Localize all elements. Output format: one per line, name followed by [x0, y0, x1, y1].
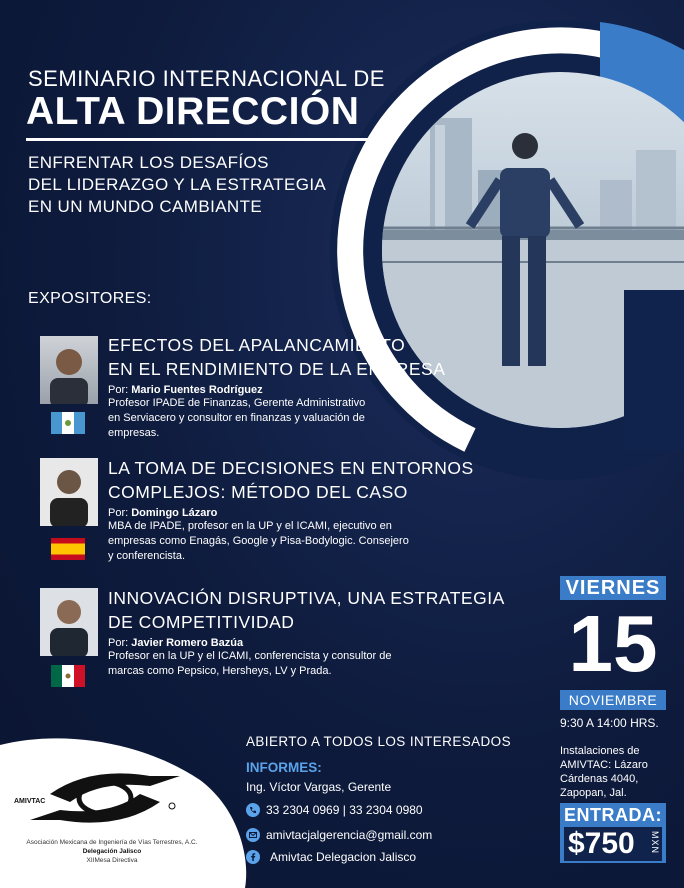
seminar-title-line2: ALTA DIRECCIÓN [26, 90, 360, 133]
mexico-flag-icon [51, 665, 85, 687]
spain-flag-icon [51, 538, 85, 560]
amivtac-logo-icon [30, 762, 180, 832]
event-day: 15 [568, 599, 658, 688]
talk-3: INNOVACIÓN DISRUPTIVA, UNA ESTRATEGIA DE COMPETITIVIDAD Por: Javier Romero Bazúa Profesor en la UP y el ICAMI, conferencista y consultor de marcas como Pepsico, Hersheys, LV y Prada. [108, 588, 505, 677]
speaker-bio-2: MBA de IPADE, profesor en la UP y el ICAMI, ejecutivo en empresas como Enagás, Google y Pisa-Bodylogic. Consejero y conferencista. [108, 520, 409, 562]
contact-name: Ing. Víctor Vargas, Gerente [246, 780, 392, 794]
seminar-subtitle: ENFRENTAR LOS DESAFÍOS DEL LIDERAZGO Y LA ESTRATEGIA EN UN MUNDO CAMBIANTE [28, 153, 327, 216]
speaker-photo-3 [40, 588, 98, 656]
price-label: ENTRADA: [564, 805, 662, 825]
info-label: INFORMES: [246, 760, 322, 775]
open-to-all: ABIERTO A TODOS LOS INTERESADOS [246, 734, 511, 749]
phone-icon [246, 803, 260, 817]
contact-facebook[interactable]: Amivtac Delegacion Jalisco [246, 850, 416, 864]
talk-2: LA TOMA DE DECISIONES EN ENTORNOS COMPLEJOS: MÉTODO DEL CASO Por: Domingo Lázaro MBA de IPADE, profesor en la UP y el ICAMI, ejecutivo en empresas como Enagás, Google y Pisa-Bodylogic. Consejero y conferencista. [108, 458, 474, 562]
contact-email[interactable]: amivtacjalgerencia@gmail.com [246, 828, 432, 842]
event-weekday: VIERNES [560, 576, 666, 600]
facebook-icon [246, 850, 260, 864]
contact-phones: 33 2304 0969 | 33 2304 0980 [246, 803, 423, 817]
logo-caption: Asociación Mexicana de Ingeniería de Vías Terrestres, A.C. Delegación Jalisco XIIMesa Directiva [26, 839, 198, 864]
speaker-name-3: Javier Romero Bazúa [131, 637, 244, 649]
price-amount: $750 [568, 827, 635, 860]
logo-brand: AMIVTAC [14, 798, 46, 805]
speaker-bio-1: Profesor IPADE de Finanzas, Gerente Administrativo en Serviacero y consultor en finanzas y valuación de empresas. [108, 397, 366, 439]
title-divider [26, 138, 368, 141]
speaker-photo-2 [40, 458, 98, 526]
speaker-photo-1 [40, 336, 98, 404]
event-time: 9:30 A 14:00 HRS. [560, 716, 659, 730]
event-month: NOVIEMBRE [560, 690, 666, 710]
price-currency: MXN [650, 831, 660, 854]
speaker-bio-3: Profesor en la UP y el ICAMI, conferencista y consultor de marcas como Pepsico, Hersheys, LV y Prada. [108, 650, 392, 677]
talk-1: EFECTOS DEL APALANCAMIENTO EN EL RENDIMIENTO DE LA EMPRESA Por: Mario Fuentes Rodríguez Profesor IPADE de Finanzas, Gerente Administrativo en Serviacero y consultor en finanzas y valuación de empresas. [108, 335, 446, 439]
seminar-title-line1: SEMINARIO INTERNACIONAL DE [28, 66, 385, 91]
speakers-label: EXPOSITORES: [28, 290, 152, 307]
price-box [560, 803, 666, 863]
email-icon [246, 828, 260, 842]
guatemala-flag-icon [51, 412, 85, 434]
event-venue: Instalaciones de AMIVTAC: Lázaro Cárdenas 4040, Zapopan, Jal. [560, 745, 648, 799]
speaker-name-2: Domingo Lázaro [131, 507, 218, 519]
speaker-name-1: Mario Fuentes Rodríguez [131, 384, 263, 396]
